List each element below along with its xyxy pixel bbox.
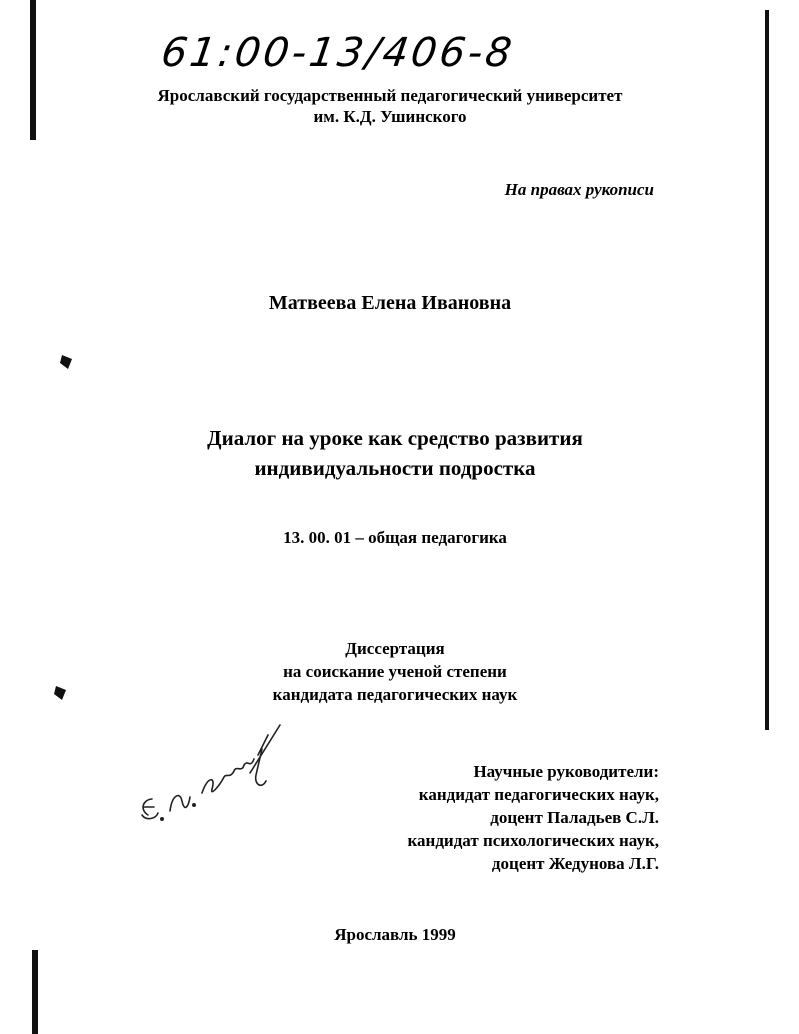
university-namesake: им. К.Д. Ушинского xyxy=(313,107,467,126)
scan-right-edge xyxy=(765,10,769,730)
specialty-code: 13. 00. 01 – общая педагогика xyxy=(283,528,507,547)
university-name: Ярославский государственный педагогический университет xyxy=(157,86,623,105)
city-and-year: Ярославль 1999 xyxy=(334,925,456,944)
handwritten-signature xyxy=(130,715,300,835)
title-line-2: индивидуальности подростка xyxy=(254,456,536,480)
advisor-2-degree: кандидат психологических наук, xyxy=(407,831,659,850)
manuscript-rights-note: На правах рукописи xyxy=(504,180,654,199)
advisor-2-name: доцент Жедунова Л.Г. xyxy=(491,854,659,873)
scan-mark-icon xyxy=(54,686,66,700)
title-line-1: Диалог на уроке как средство развития xyxy=(207,426,583,450)
advisor-1-name: доцент Паладьев С.Л. xyxy=(490,808,659,827)
author-name: Матвеева Елена Ивановна xyxy=(268,292,512,314)
scan-left-edge xyxy=(30,0,38,1034)
degree-statement xyxy=(200,637,590,706)
dissertation-title xyxy=(150,423,640,483)
degree-line-2: на соискание ученой степени xyxy=(283,662,507,681)
degree-line-3: кандидата педагогических наук xyxy=(272,685,518,704)
handwritten-catalog-code: 61:00-13/406-8 xyxy=(158,30,518,76)
advisor-1-degree: кандидат педагогических наук, xyxy=(418,785,659,804)
advisors-heading: Научные руководители: xyxy=(473,762,659,781)
scan-mark-icon xyxy=(60,355,72,369)
scientific-advisors xyxy=(407,760,659,875)
degree-line-1: Диссертация xyxy=(345,639,445,658)
